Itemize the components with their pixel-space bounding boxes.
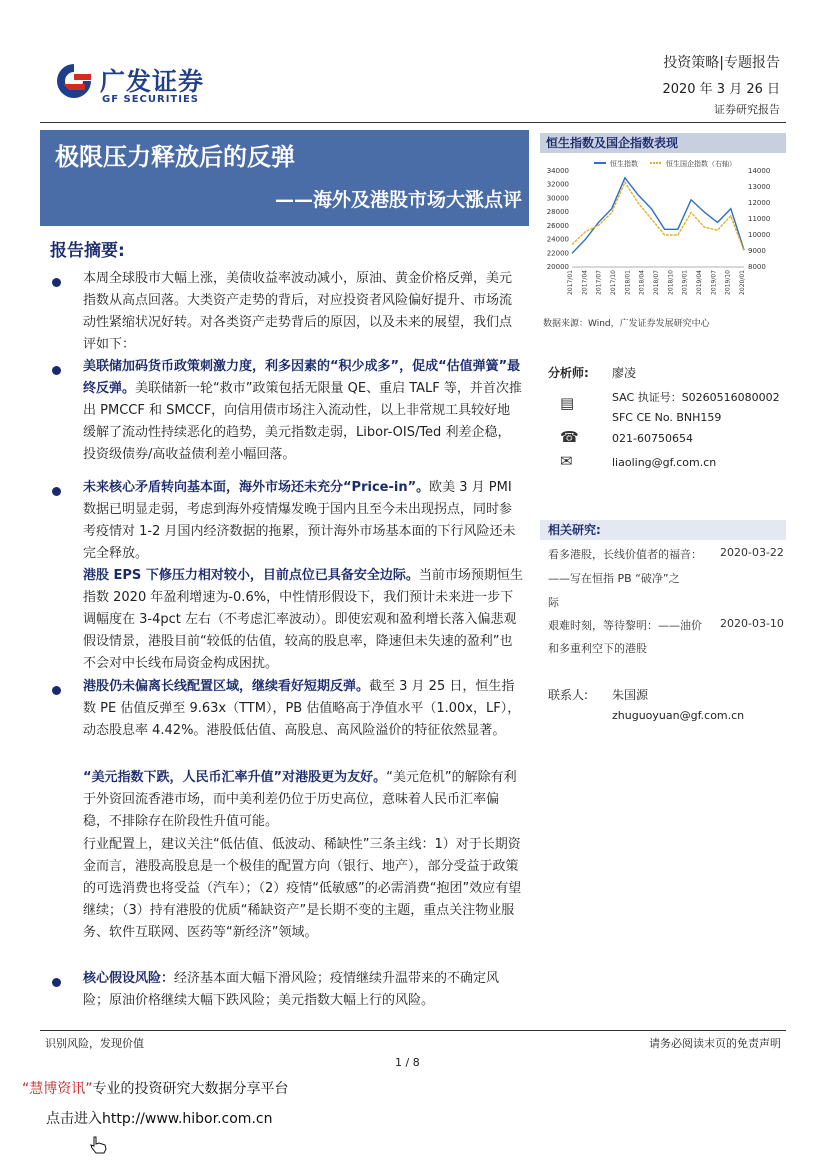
series-line-hsi	[572, 178, 744, 253]
chart-source: 数据来源：Wind，广发证券发展研究中心	[543, 319, 710, 329]
analyst-phone: 021-60750654	[612, 432, 693, 445]
footer-disclaimer: 请务必阅读末页的免责声明	[649, 1037, 781, 1050]
right-tick-label: 14000	[748, 167, 771, 175]
x-tick-label: 2018/01	[624, 270, 632, 295]
chart-legend	[594, 159, 736, 168]
bullet-dot	[52, 686, 61, 695]
summary-heading: 报告摘要:	[50, 241, 125, 261]
contact-name: 朱国源	[612, 688, 649, 702]
related-heading: 相关研究:	[540, 520, 786, 540]
analyst-email[interactable]: liaoling@gf.com.cn	[612, 456, 717, 469]
x-tick-label: 2017/04	[581, 270, 589, 295]
left-tick-label: 34000	[546, 167, 569, 175]
related-item-line[interactable]: 艰难时刻，等待黎明：——油价	[548, 619, 702, 632]
paragraph-text: 行业配置上，建议关注“低估值、低波动、稀缺性”三条主线：1）对于长期资金而言，港股高股息是一个极佳的配置方向（银行、地产），部分受益于政策的可选消费也将受益（汽车）；（2）疫情“低敏感”的必需消费“抱团”效应有望继续；（3）持有港股的优质“稀缺资产”是长期不变的主题，重点关注物业服务、软件互联网、医药等“新经济”领域。	[83, 837, 522, 940]
contact-label: 联系人:	[548, 688, 589, 702]
x-tick-label: 2017/07	[595, 270, 603, 295]
paragraph-text: 当前市场预期恒生指数 2020 年盈利增速为-0.6%，中性情形假设下，我们预计未来进一步下调幅度在 3-4pct 左右（不考虑汇率波动）。即使宏观和盈利增长落入偏悲观假设情景，港股目前“较低的估值，较高的股息率，降速但未失速的盈利”也不会对中长线布局资金构成困扰。	[83, 568, 523, 671]
right-tick-label: 11000	[748, 215, 771, 223]
x-tick-label: 2017/01	[567, 270, 574, 295]
left-tick-label: 32000	[546, 180, 569, 189]
paragraph-bold: 未来核心矛盾转向基本面，海外市场还未充分“Price-in”。	[83, 480, 430, 495]
related-item-line[interactable]: 看多港股，长线价值者的福音：	[548, 548, 702, 561]
summary-paragraph	[83, 477, 523, 565]
x-tick-label: 2019/10	[724, 270, 732, 295]
left-tick-label: 22000	[546, 249, 569, 258]
legend-label-hscei: 恒生国企指数（右轴）	[666, 160, 736, 168]
paragraph-bold: 港股 EPS 下修压力相对较小，目前点位已具备安全边际。	[83, 568, 419, 583]
certificate-icon: ▤	[560, 394, 575, 412]
right-tick-label: 12000	[748, 199, 771, 207]
analyst-sfc: SFC CE No. BNH159	[612, 411, 722, 424]
right-tick-label: 8000	[748, 263, 766, 271]
paragraph-bold: 港股仍未偏离长线配置区域，继续看好短期反弹。	[83, 679, 370, 694]
gf-logo-icon	[55, 62, 93, 100]
phone-icon: ☎	[560, 428, 579, 446]
x-tick-label: 2019/07	[710, 270, 718, 295]
footer-divider	[40, 1030, 786, 1031]
footer-slogan: 识别风险，发现价值	[45, 1037, 144, 1050]
related-item-line[interactable]: 际	[548, 596, 559, 609]
analyst-label: 分析师:	[548, 366, 589, 380]
related-item-date: 2020-03-22	[720, 546, 784, 559]
right-tick-label: 10000	[748, 231, 771, 239]
left-tick-label: 20000	[546, 263, 569, 271]
x-tick-label: 2018/04	[638, 270, 646, 295]
right-tick-label: 13000	[748, 183, 771, 191]
summary-paragraph	[83, 676, 523, 742]
paragraph-text: 美联储新一轮“救市”政策包括无限量 QE、重启 TALF 等，并首次推出 PMCCF 和 SMCCF，向信用债市场注入流动性，以上非常规工具较好地缓解了流动性持续恶化的趋势，美元指数走弱，Libor-OIS/Ted 利差企稳，投资级债券/高收益债利差小幅回落。	[83, 381, 522, 462]
left-tick-label: 26000	[546, 221, 569, 230]
page-title: 极限压力释放后的反弹	[55, 143, 295, 171]
analyst-name: 廖凌	[612, 366, 637, 380]
left-tick-label: 28000	[546, 208, 569, 217]
summary-paragraph	[83, 968, 523, 1012]
left-tick-label: 30000	[546, 194, 569, 203]
right-tick-label: 9000	[748, 247, 766, 255]
bullet-dot	[52, 978, 61, 987]
index-line-chart	[540, 155, 786, 313]
logo-chinese-name: 广发证券	[100, 67, 205, 96]
summary-paragraph	[83, 268, 523, 356]
bullet-dot	[52, 278, 61, 287]
page-subtitle: ——海外及港股市场大涨点评	[274, 189, 522, 211]
x-tick-label: 2020/01	[739, 270, 746, 295]
watermark-line-2[interactable]	[46, 1108, 272, 1128]
x-tick-label: 2019/04	[696, 270, 703, 295]
watermark-url[interactable]: http://www.hibor.com.cn	[102, 1111, 273, 1127]
watermark-tagline: 专业的投资研究大数据分享平台	[92, 1081, 289, 1097]
legend-label-hsi: 恒生指数	[610, 160, 638, 168]
watermark-line-1	[22, 1078, 289, 1098]
summary-paragraph	[83, 356, 523, 466]
page-number: 1 / 8	[395, 1056, 420, 1069]
paragraph-text: “美元危机”的解除有利于外资回流香港市场，而中美利差仍位于历史高位，意味着人民币汇率偏稳，不排除存在阶段性升值可能。	[83, 770, 517, 829]
x-tick-label: 2018/10	[667, 270, 675, 295]
paragraph-text: 经济基本面大幅下滑风险；疫情继续升温带来的不确定风险；原油价格继续大幅下跌风险；美元指数大幅上行的风险。	[83, 971, 500, 1008]
paragraph-text: 本周全球股市大幅上涨，美债收益率波动减小，原油、黄金价格反弹，美元指数从高点回落。大类资产走势的背后，对应投资者风险偏好提升、市场流动性紧缩状况好转。对各类资产走势背后的原因，以及未来的展望，我们点评如下：	[83, 271, 513, 352]
bullet-dot	[52, 366, 61, 375]
header-divider	[40, 122, 786, 123]
bullet-dot	[52, 487, 61, 496]
x-tick-label: 2017/10	[610, 270, 617, 295]
logo-english-name: GF SECURITIES	[102, 94, 200, 105]
paragraph-text: 欧美 3 月 PMI 数据已明显走弱，考虑到海外疫情爆发晚于国内且至今未出现拐点，同时参考疫情对 1-2 月国内经济数据的拖累，预计海外市场基本面的下行风险还未完全释放。	[83, 480, 516, 561]
paragraph-bold: 核心假设风险：	[83, 971, 175, 986]
paragraph-text: 截至 3 月 25 日，恒生指数 PE 估值反弹至 9.63x（TTM），PB 估值略高于净值水平（1.00x，LF），动态股息率 4.42%。港股低估值、高股息、高风险溢价的特征依然显著。	[83, 679, 521, 738]
contact-email[interactable]: zhuguoyuan@gf.com.cn	[612, 709, 745, 722]
related-item-line[interactable]: 和多重利空下的港股	[548, 642, 647, 655]
summary-paragraph	[83, 767, 523, 833]
paragraph-bold: “美元指数下跌，人民币汇率升值”对港股更为友好。	[83, 770, 387, 785]
report-type: 投资策略|专题报告	[663, 55, 780, 71]
summary-paragraph	[83, 565, 523, 675]
series-line-hscei	[572, 182, 744, 251]
analyst-sac: SAC 执证号：S0260516080002	[612, 391, 780, 404]
chart-title: 恒生指数及国企指数表现	[540, 133, 786, 153]
related-item-line[interactable]: ——写在恒指 PB “破净”之	[548, 572, 680, 585]
paragraph-bold: 美联储加码货币政策刺激力度，利多因素的“积少成多”，促成“估值弹簧”最终反弹。	[83, 359, 521, 396]
x-tick-label: 2018/07	[653, 270, 660, 295]
left-tick-label: 24000	[546, 235, 569, 244]
report-date: 2020 年 3 月 26 日	[662, 82, 780, 97]
x-tick-label: 2019/01	[681, 270, 689, 295]
email-icon: ✉	[560, 452, 573, 470]
watermark-brand: “慧博资讯”	[22, 1081, 93, 1097]
watermark-prefix: 点击进入	[46, 1111, 102, 1127]
related-item-date: 2020-03-10	[720, 617, 784, 630]
summary-paragraph	[83, 834, 523, 944]
report-subtype: 证券研究报告	[714, 103, 780, 116]
cursor-hand-icon	[88, 1136, 110, 1154]
